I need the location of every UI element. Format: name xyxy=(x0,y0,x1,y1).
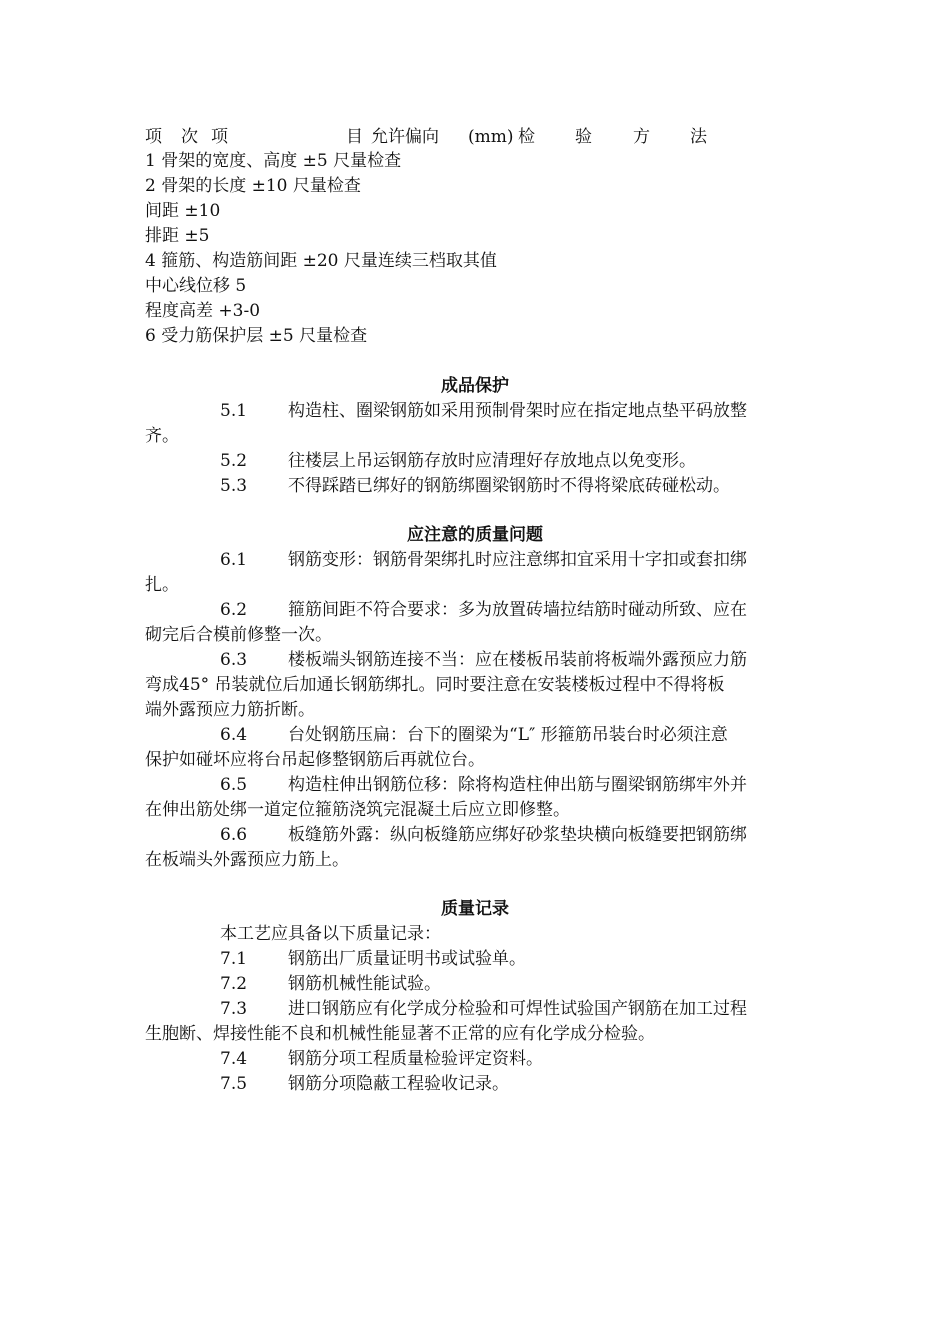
table-row: 间距 ±10 xyxy=(145,201,221,221)
paragraph-line: 端外露预应力筋折断。 xyxy=(145,700,315,720)
header-cell: 目 xyxy=(346,127,363,147)
item-number: 5.3 xyxy=(220,476,248,496)
item-number: 6.3 xyxy=(220,650,248,670)
paragraph-line: 钢筋变形：钢筋骨架绑扎时应注意绑扣宜采用十字扣或套扣绑 xyxy=(288,550,747,570)
table-row: 6 受力筋保护层 ±5 尺量检查 xyxy=(145,326,368,346)
paragraph-line: 楼板端头钢筋连接不当：应在楼板吊装前将板端外露预应力筋 xyxy=(288,650,747,670)
paragraph-6-2 xyxy=(145,598,807,648)
header-cell: 检 xyxy=(518,127,535,147)
table-row: 中心线位移 5 xyxy=(145,276,247,296)
header-cell: (mm) xyxy=(468,127,514,147)
item-number: 6.5 xyxy=(220,775,248,795)
header-cell: 方 xyxy=(633,127,650,147)
paragraph-line: 保护如碰坏应将台吊起修整钢筋后再就位台。 xyxy=(145,750,485,770)
header-cell: 次 xyxy=(181,127,198,147)
paragraph-line: 扎。 xyxy=(145,575,179,595)
paragraph-7-5 xyxy=(145,1072,807,1097)
header-cell: 项 xyxy=(145,127,162,147)
paragraph-line: 在板端头外露预应力筋上。 xyxy=(145,850,349,870)
item-number: 7.3 xyxy=(220,999,248,1019)
paragraph-7-1 xyxy=(145,947,807,972)
header-cell: 验 xyxy=(575,127,592,147)
item-number: 5.1 xyxy=(220,401,248,421)
paragraph-6-3 xyxy=(145,648,807,723)
paragraph-line: 进口钢筋应有化学成分检验和可焊性试验国产钢筋在加工过程 xyxy=(288,999,747,1019)
item-number: 5.2 xyxy=(220,451,248,471)
paragraph-line: 生胞断、焊接性能不良和机械性能显著不正常的应有化学成分检验。 xyxy=(145,1024,655,1044)
paragraph-5-2 xyxy=(145,449,807,474)
section-heading: 成品保护 xyxy=(441,376,509,396)
paragraph-6-4 xyxy=(145,723,807,773)
paragraph-line: 砌完后合模前修整一次。 xyxy=(145,625,332,645)
paragraph-7-4 xyxy=(145,1047,807,1072)
paragraph-line: 弯成45° 吊装就位后加通长钢筋绑扎。同时要注意在安装楼板过程中不得将板 xyxy=(145,675,725,695)
header-cell: 允许偏向 xyxy=(371,127,439,147)
paragraph-line: 箍筋间距不符合要求：多为放置砖墙拉结筋时碰动所致、应在 xyxy=(288,600,747,620)
section-heading: 应注意的质量问题 xyxy=(407,525,543,545)
paragraph-6-5 xyxy=(145,773,807,823)
item-number: 7.1 xyxy=(220,949,248,969)
paragraph-line: 齐。 xyxy=(145,426,179,446)
paragraph-line: 钢筋分项工程质量检验评定资料。 xyxy=(288,1049,543,1069)
table-row: 程度高差 +3-0 xyxy=(145,301,261,321)
paragraph-6-6 xyxy=(145,823,807,873)
paragraph-7-3 xyxy=(145,997,807,1047)
paragraph-5-1 xyxy=(145,399,807,449)
table-row: 排距 ±5 xyxy=(145,226,210,246)
table-header xyxy=(145,125,785,149)
section-intro: 本工艺应具备以下质量记录： xyxy=(220,924,441,944)
table-row: 4 箍筋、构造筋间距 ±20 尺量连续三档取其值 xyxy=(145,251,497,271)
paragraph-7-2 xyxy=(145,972,807,997)
paragraph-line: 钢筋分项隐蔽工程验收记录。 xyxy=(288,1074,509,1094)
paragraph-5-3 xyxy=(145,474,807,499)
item-number: 6.1 xyxy=(220,550,248,570)
paragraph-line: 在伸出筋处绑一道定位箍筋浇筑完混凝土后应立即修整。 xyxy=(145,800,570,820)
table-row: 1 骨架的宽度、高度 ±5 尺量检查 xyxy=(145,151,402,171)
paragraph-line: 构造柱伸出钢筋位移：除将构造柱伸出筋与圈梁钢筋绑牢外并 xyxy=(288,775,747,795)
paragraph-line: 钢筋机械性能试验。 xyxy=(288,974,441,994)
item-number: 7.2 xyxy=(220,974,248,994)
header-cell: 法 xyxy=(690,127,707,147)
paragraph-line: 不得踩踏已绑好的钢筋绑圈梁钢筋时不得将梁底砖碰松动。 xyxy=(288,476,730,496)
item-number: 6.6 xyxy=(220,825,248,845)
paragraph-line: 构造柱、圈梁钢筋如采用预制骨架时应在指定地点垫平码放整 xyxy=(288,401,747,421)
paragraph-line: 台处钢筋压扁：台下的圈梁为“L″ 形箍筋吊装台时必须注意 xyxy=(288,725,728,745)
item-number: 7.4 xyxy=(220,1049,248,1069)
item-number: 6.4 xyxy=(220,725,248,745)
paragraph-line: 板缝筋外露：纵向板缝筋应绑好砂浆垫块横向板缝要把钢筋绑 xyxy=(288,825,747,845)
section-heading: 质量记录 xyxy=(441,899,509,919)
paragraph-line: 往楼层上吊运钢筋存放时应清理好存放地点以免变形。 xyxy=(288,451,696,471)
table-row: 2 骨架的长度 ±10 尺量检查 xyxy=(145,176,361,196)
paragraph-6-1 xyxy=(145,548,807,598)
paragraph-line: 钢筋出厂质量证明书或试验单。 xyxy=(288,949,526,969)
item-number: 6.2 xyxy=(220,600,248,620)
item-number: 7.5 xyxy=(220,1074,248,1094)
header-cell: 项 xyxy=(211,127,228,147)
